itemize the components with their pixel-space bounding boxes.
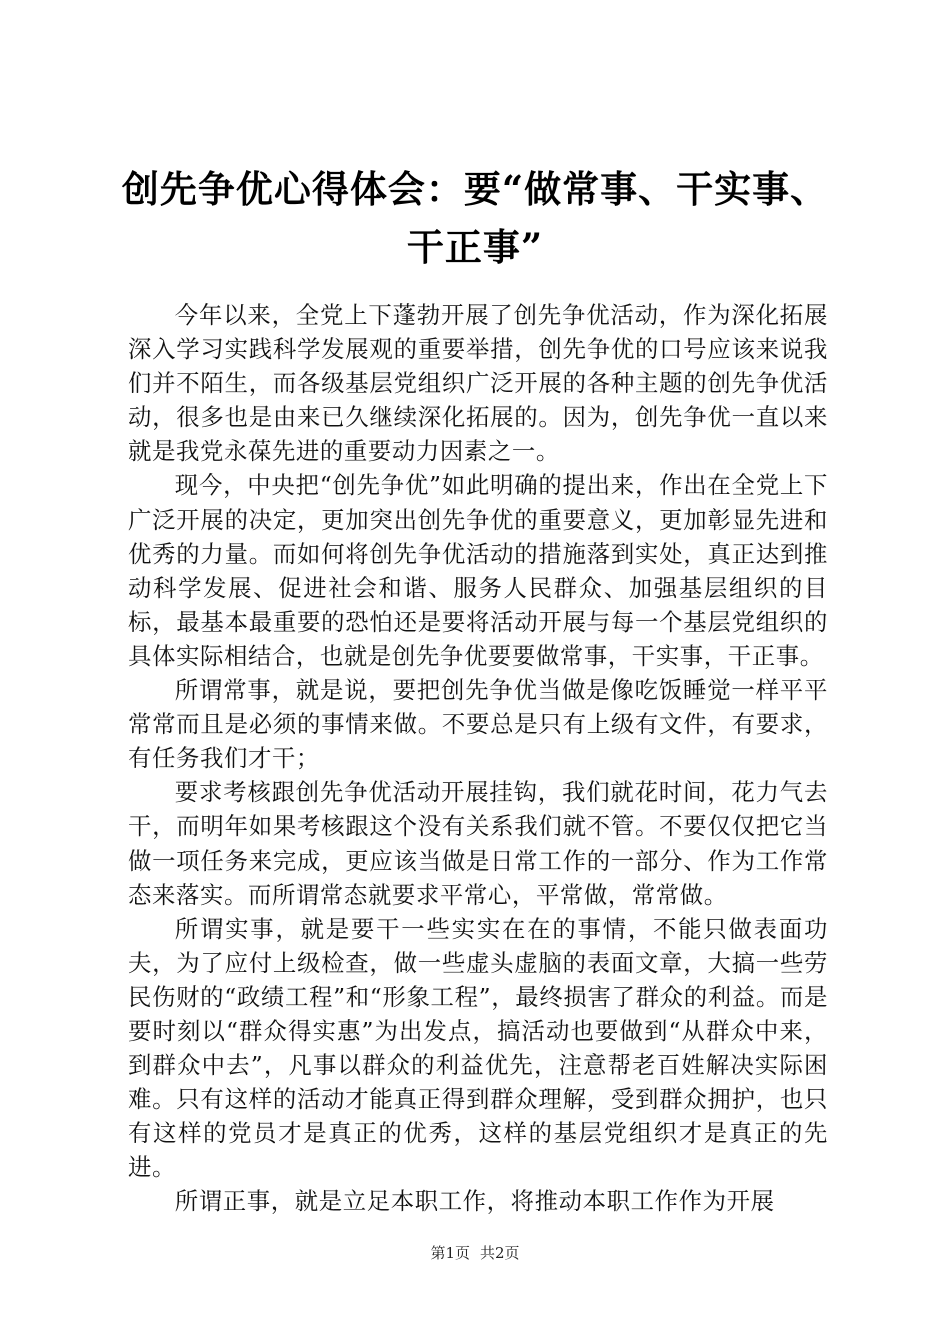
paragraph: 今年以来，全党上下蓬勃开展了创先争优活动，作为深化拓展深入学习实践科学发展观的重要举措，创先争优的口号应该来说我们并不陌生，而各级基层党组织广泛开展的各种主题的创先争优活动，很多也是由来已久继续深化拓展的。因为，创先争优一直以来就是我党永葆先进的重要动力因素之一。 [128, 301, 828, 466]
paragraph: 所谓常事，就是说，要把创先争优当做是像吃饭睡觉一样平平常常而且是必须的事情来做。不要总是只有上级有文件，有要求，有任务我们才干； [128, 676, 828, 773]
page-number: 第1页 [430, 1244, 470, 1262]
document-title: 创先争优心得体会：要“做常事、干实事、干正事” [121, 167, 829, 269]
paragraph: 要求考核跟创先争优活动开展挂钩，我们就花时间，花力气去干，而明年如果考核跟这个没有关系我们就不管。不要仅仅把它当做一项任务来完成，更应该当做是日常工作的一部分、作为工作常态来落实。而所谓常态就要求平常心，平常做，常常做。 [128, 778, 828, 909]
paragraph: 所谓正事，就是立足本职工作，将推动本职工作作为开展 [174, 1187, 775, 1216]
page-total: 共2页 [480, 1244, 520, 1262]
page-footer [0, 1243, 950, 1263]
paragraph: 现今，中央把“创先争优”如此明确的提出来，作出在全党上下广泛开展的决定，更加突出创先争优的重要意义，更加彰显先进和优秀的力量。而如何将创先争优活动的措施落到实处，真正达到推动科学发展、促进社会和谐、服务人民群众、加强基层组织的目标，最基本最重要的恐怕还是要将活动开展与每一个基层党组织的具体实际相结合，也就是创先争优要要做常事，干实事，干正事。 [128, 471, 828, 670]
paragraph: 所谓实事，就是要干一些实实在在的事情，不能只做表面功夫，为了应付上级检查，做一些虚头虚脑的表面文章，大搞一些劳民伤财的“政绩工程”和“形象工程”，最终损害了群众的利益。而是要时刻以“群众得实惠”为出发点，搞活动也要做到“从群众中来，到群众中去”，凡事以群众的利益优先，注意帮老百姓解决实际困难。只有这样的活动才能真正得到群众理解，受到群众拥护，也只有这样的党员才是真正的优秀，这样的基层党组织才是真正的先进。 [128, 914, 828, 1182]
document-body [128, 298, 828, 1219]
